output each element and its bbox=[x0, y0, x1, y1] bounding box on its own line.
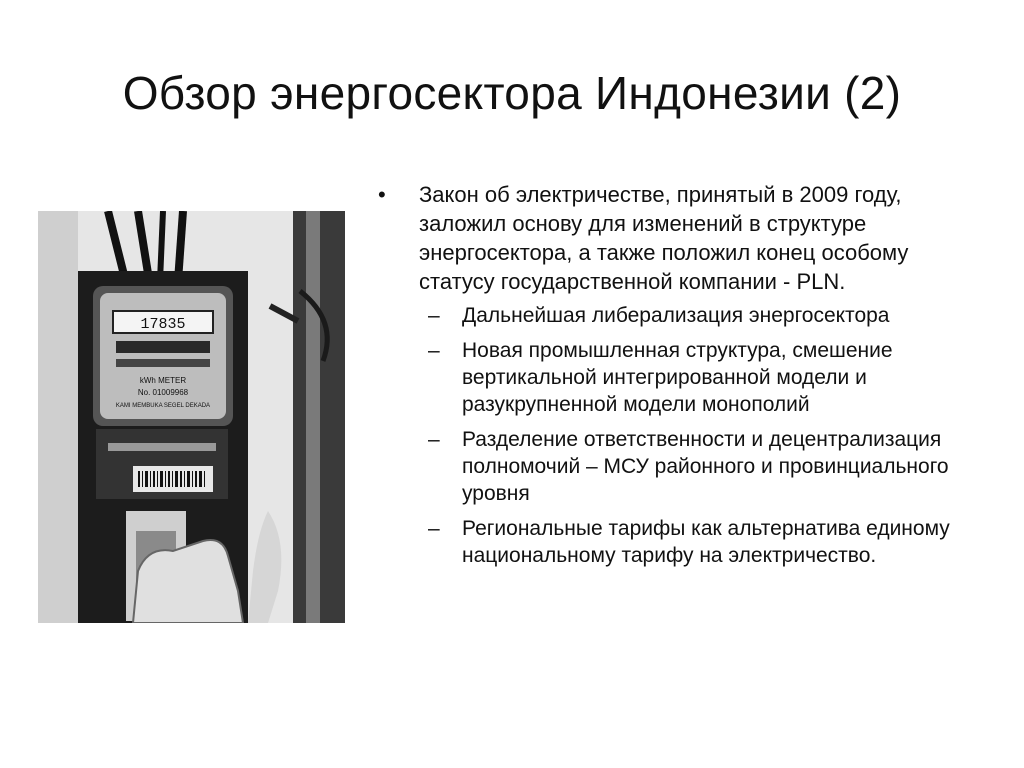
sub-bullet-text: Региональные тарифы как альтернатива единому национальному тарифу на электричество. bbox=[462, 517, 950, 567]
dash-marker: – bbox=[428, 428, 440, 451]
bullet-marker: • bbox=[378, 182, 386, 207]
bullet-main bbox=[378, 180, 988, 296]
sub-bullet-list bbox=[378, 302, 988, 569]
sub-bullet-item bbox=[378, 515, 988, 569]
meter-reading: 17835 bbox=[140, 316, 186, 333]
sub-bullet-text: Новая промышленная структура, смешение вертикальной интегрированной модели и разукрупненной модели монополий bbox=[462, 339, 893, 416]
slide-title: Обзор энергосектора Индонезии (2) bbox=[122, 67, 902, 119]
sub-bullet-item bbox=[378, 426, 988, 507]
meter-maker-label: KAMI MEMBUKA SEGEL DEKADA bbox=[115, 403, 211, 409]
meter-model-label: kWh METER bbox=[139, 376, 187, 385]
electricity-meter-photo bbox=[38, 211, 345, 623]
sub-bullet-item bbox=[378, 337, 988, 418]
dash-marker: – bbox=[428, 339, 440, 362]
sub-bullet-text: Дальнейшая либерализация энергосектора bbox=[462, 304, 890, 327]
sub-bullet-item bbox=[378, 302, 988, 329]
sub-bullet-text: Разделение ответственности и децентрализация полномочий – МСУ районного и провинциального уровня bbox=[462, 428, 949, 505]
dash-marker: – bbox=[428, 304, 440, 327]
bullet-main-text: Закон об электричестве, принятый в 2009 году, заложил основу для изменений в структуре энергосектора, а также положил конец особому статусу государственной компании - PLN. bbox=[419, 182, 909, 294]
meter-serial-label: No. 01009968 bbox=[137, 388, 189, 397]
slide-body bbox=[378, 180, 988, 577]
dash-marker: – bbox=[428, 517, 440, 540]
